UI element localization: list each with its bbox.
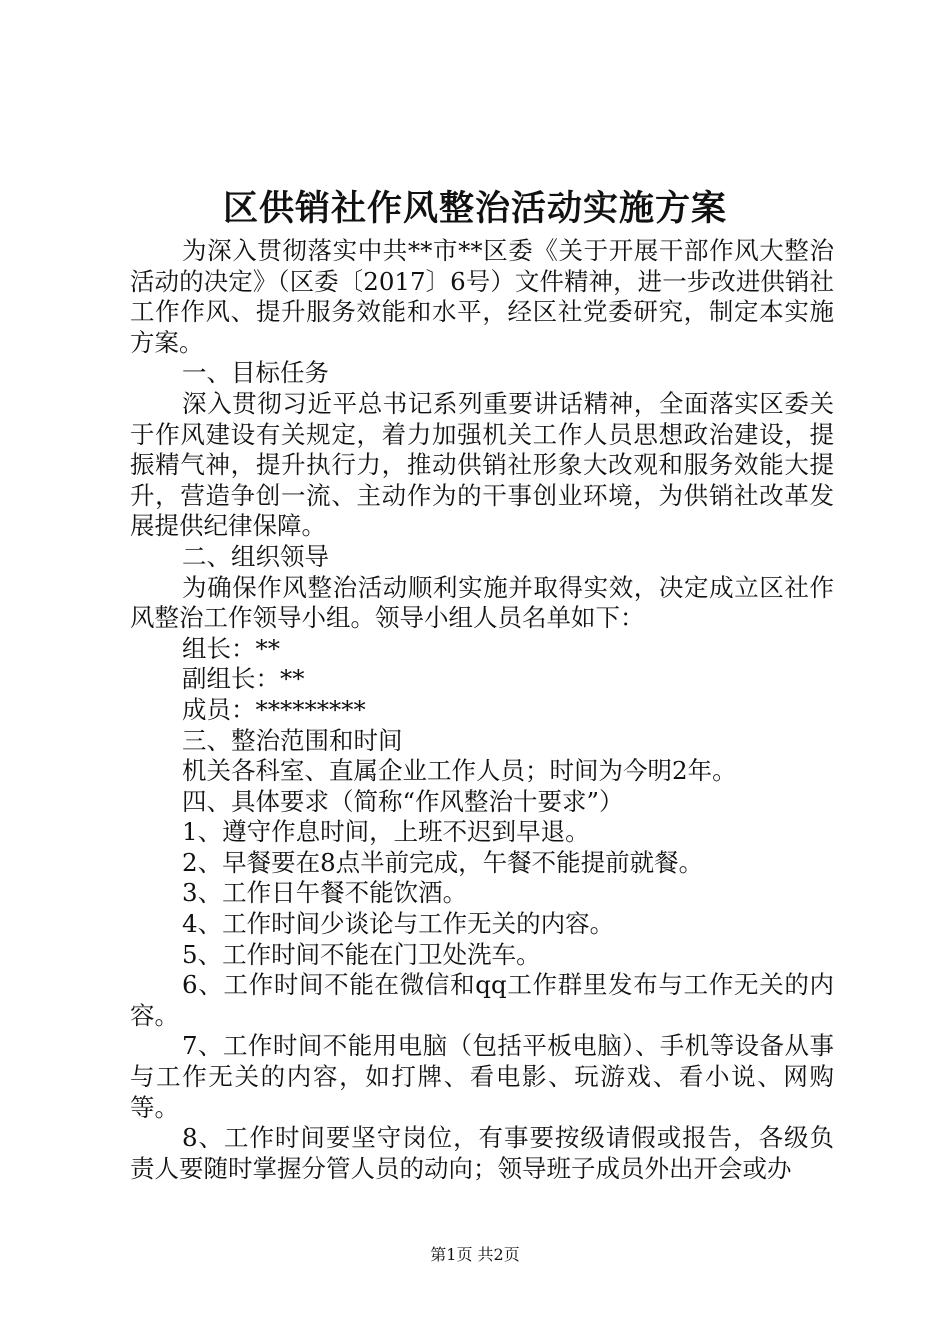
list-item-leader: 组长：**: [182, 633, 280, 663]
section-heading-organization: 二、组织领导: [182, 541, 329, 571]
requirement-item-6: 6、工作时间不能在微信和qq工作群里发布与工作无关的内容。: [130, 970, 834, 1030]
document-title: 区供销社作风整治活动实施方案: [222, 188, 727, 229]
section-heading-scope: 三、整治范围和时间: [182, 725, 403, 755]
requirement-item-2: 2、早餐要在8点半前完成，午餐不能提前就餐。: [182, 847, 704, 877]
list-item-members: 成员：*********: [182, 694, 366, 724]
requirement-item-4: 4、工作时间少谈论与工作无关的内容。: [182, 909, 615, 939]
paragraph-goals: 深入贯彻习近平总书记系列重要讲话精神，全面落实区委关于作风建设有关规定，着力加强机关工作人员思想政治建设，提振精气神，提升执行力，推动供销社形象大改观和服务效能大提升，营造争创一流、主动作为的干事创业环境，为供销社改革发展提供纪律保障。: [130, 388, 834, 541]
paragraph-organization: 为确保作风整治活动顺利实施并取得实效，决定成立区社作风整治工作领导小组。领导小组人员名单如下：: [130, 572, 834, 633]
document-body: [130, 236, 834, 1184]
requirement-item-3: 3、工作日午餐不能饮酒。: [182, 878, 468, 908]
list-item-deputy-leader: 副组长：**: [182, 664, 305, 694]
requirement-item-8: 8、工作时间要坚守岗位，有事要按级请假或报告，各级负责人要随时掌握分管人员的动向；领导班子成员外出开会或办: [130, 1123, 834, 1183]
paragraph-scope: 机关各科室、直属企业工作人员；时间为今明2年。: [182, 756, 737, 786]
paragraph-intro: 为深入贯彻落实中共**市**区委《关于开展干部作风大整治活动的决定》（区委〔2017〕6号）文件精神，进一步改进供销社工作作风、提升服务效能和水平，经区社党委研究，制定本实施方案。: [130, 236, 834, 357]
requirement-item-5: 5、工作时间不能在门卫处洗车。: [182, 939, 541, 969]
page-number-footer: 第1页 共2页: [430, 1245, 520, 1264]
section-heading-requirements: 四、具体要求（简称“作风整治十要求”）: [182, 786, 624, 816]
requirement-item-1: 1、遵守作息时间，上班不迟到早退。: [182, 817, 590, 847]
section-heading-goals: 一、目标任务: [182, 358, 329, 388]
requirement-item-7: 7、工作时间不能用电脑（包括平板电脑）、手机等设备从事与工作无关的内容，如打牌、看电影、玩游戏、看小说、网购等。: [130, 1031, 834, 1122]
